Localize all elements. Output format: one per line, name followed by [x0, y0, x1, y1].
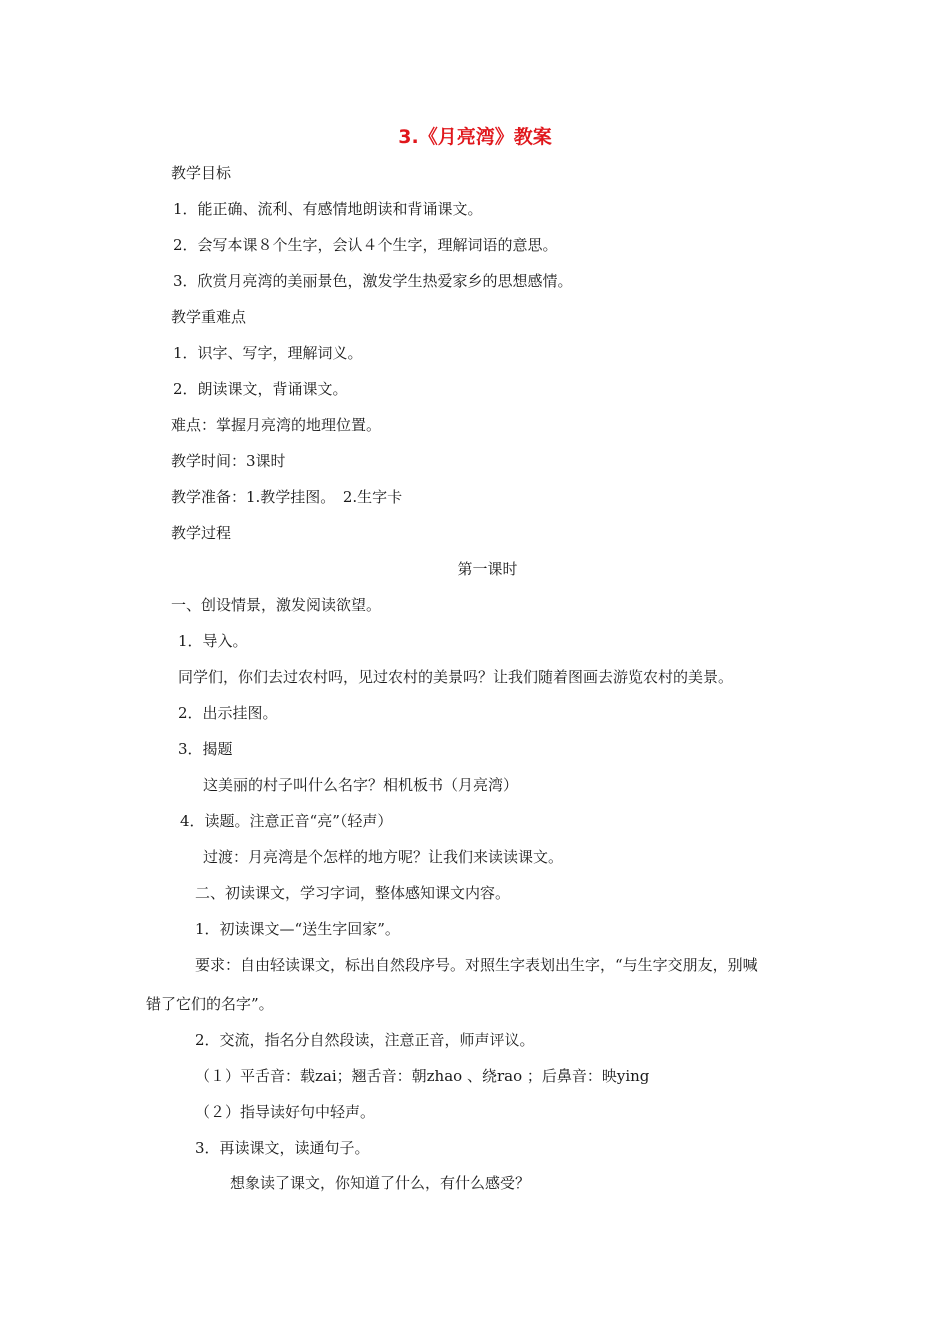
text-line: 4．读题。注意正音“亮”（轻声）	[180, 812, 393, 830]
text-line: 1．识字、写字，理解词义。	[173, 344, 363, 362]
text-line: 1．导入。	[178, 632, 248, 650]
section-heading-goals: 教学目标	[171, 164, 232, 182]
text-line: 一、创设情景，激发阅读欲望。	[171, 596, 382, 614]
text-line: 2．出示挂图。	[178, 704, 278, 722]
text-line: 3．揭题	[178, 740, 233, 758]
text-line: 3．欣赏月亮湾的美丽景色，激发学生热爱家乡的思想感情。	[173, 272, 573, 290]
text-line: 同学们，你们去过农村吗，见过农村的美景吗？让我们随着图画去游览农村的美景。	[178, 668, 734, 686]
text-line: 1．能正确、流利、有感情地朗读和背诵课文。	[173, 200, 483, 218]
text-line: 要求：自由轻读课文，标出自然段序号。对照生字表划出生字，“与生字交朋友，别喊	[195, 956, 758, 974]
section-heading-key-points: 教学重难点	[171, 308, 247, 326]
text-line: 3．再读课文，读通句子。	[195, 1139, 370, 1157]
text-line: 二、初读课文，学习字词，整体感知课文内容。	[195, 884, 511, 902]
text-line: 1．初读课文—“送生字回家”。	[195, 920, 400, 938]
text-line: 2．朗读课文，背诵课文。	[173, 380, 348, 398]
text-line: 这美丽的村子叫什么名字？相机板书（月亮湾）	[203, 776, 519, 794]
text-line: （２）指导读好句中轻声。	[195, 1103, 376, 1121]
text-line: 2．交流，指名分自然段读，注意正音，师声评议。	[195, 1031, 535, 1049]
text-line: 过渡：月亮湾是个怎样的地方呢？让我们来读读课文。	[203, 848, 564, 866]
text-line: 想象读了课文，你知道了什么，有什么感受？	[230, 1174, 531, 1192]
text-line: 2．会写本课８个生字，会认４个生字，理解词语的意思。	[173, 236, 558, 254]
text-line: 难点：掌握月亮湾的地理位置。	[171, 416, 382, 434]
text-line: 教学准备：1.教学挂图。 2.生字卡	[171, 488, 403, 506]
section-heading-process: 教学过程	[171, 524, 232, 542]
text-line: 教学时间：3课时	[171, 452, 286, 470]
text-line: 错了它们的名字”。	[146, 995, 274, 1013]
text-line: （１）平舌音：载zai；翘舌音：朝zhao 、绕rao ；后鼻音：映ying	[195, 1067, 650, 1085]
lesson-heading: 第一课时	[457, 560, 518, 578]
document-title: 3.《月亮湾》教案	[398, 126, 552, 148]
